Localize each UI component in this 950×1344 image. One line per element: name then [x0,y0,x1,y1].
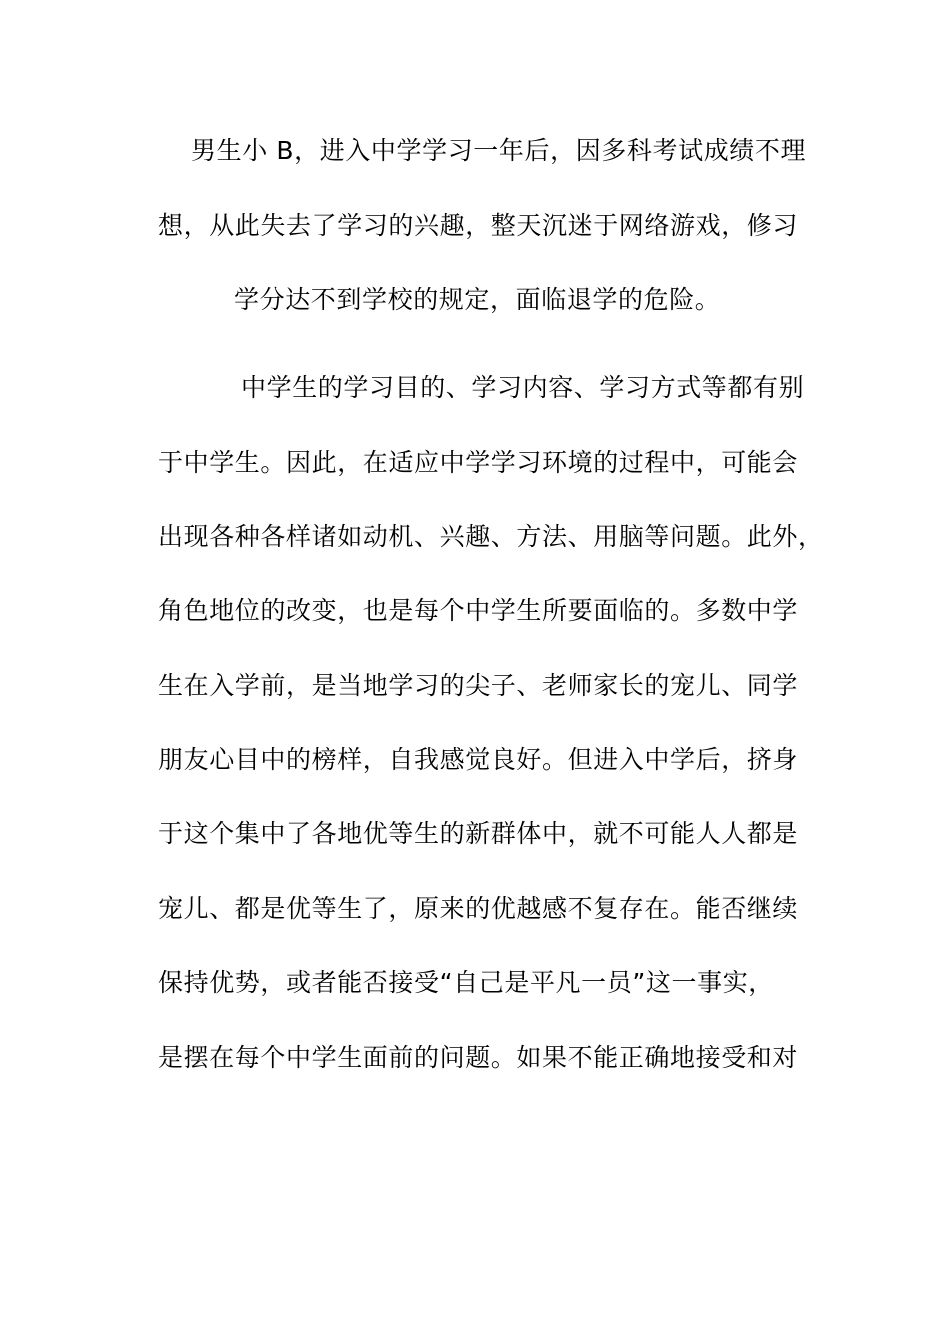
text-line: 角色地位的改变，也是每个中学生所要面临的。多数中学 [158,596,799,625]
text-line: 生在入学前，是当地学习的尖子、老师家长的宠儿、同学 [158,671,799,700]
text-line: 出现各种各样诸如动机、兴趣、方法、用脑等问题。此外， [158,522,824,551]
text-line: 朋友心目中的榜样，自我感觉良好。但进入中学后，挤身 [158,745,799,774]
text-line: 于中学生。因此，在适应中学学习环境的过程中，可能会 [158,448,799,477]
text-line: 男生小 B，进入中学学习一年后，因多科考试成绩不理 [191,136,807,165]
text-line: 想，从此失去了学习的兴趣，整天沉迷于网络游戏，修习 [158,211,799,240]
text-line: 学分达不到学校的规定，面临退学的危险。 [234,285,721,314]
text-line: 中学生的学习目的、学习内容、学习方式等都有别 [241,373,805,402]
text-line: 宠儿、都是优等生了，原来的优越感不复存在。能否继续 [158,894,799,923]
text-line: 保持优势，或者能否接受“自己是平凡一员”这一事实， [158,968,774,997]
text-line: 是摆在每个中学生面前的问题。如果不能正确地接受和对 [158,1043,799,1072]
text-line: 于这个集中了各地优等生的新群体中，就不可能人人都是 [158,819,799,848]
